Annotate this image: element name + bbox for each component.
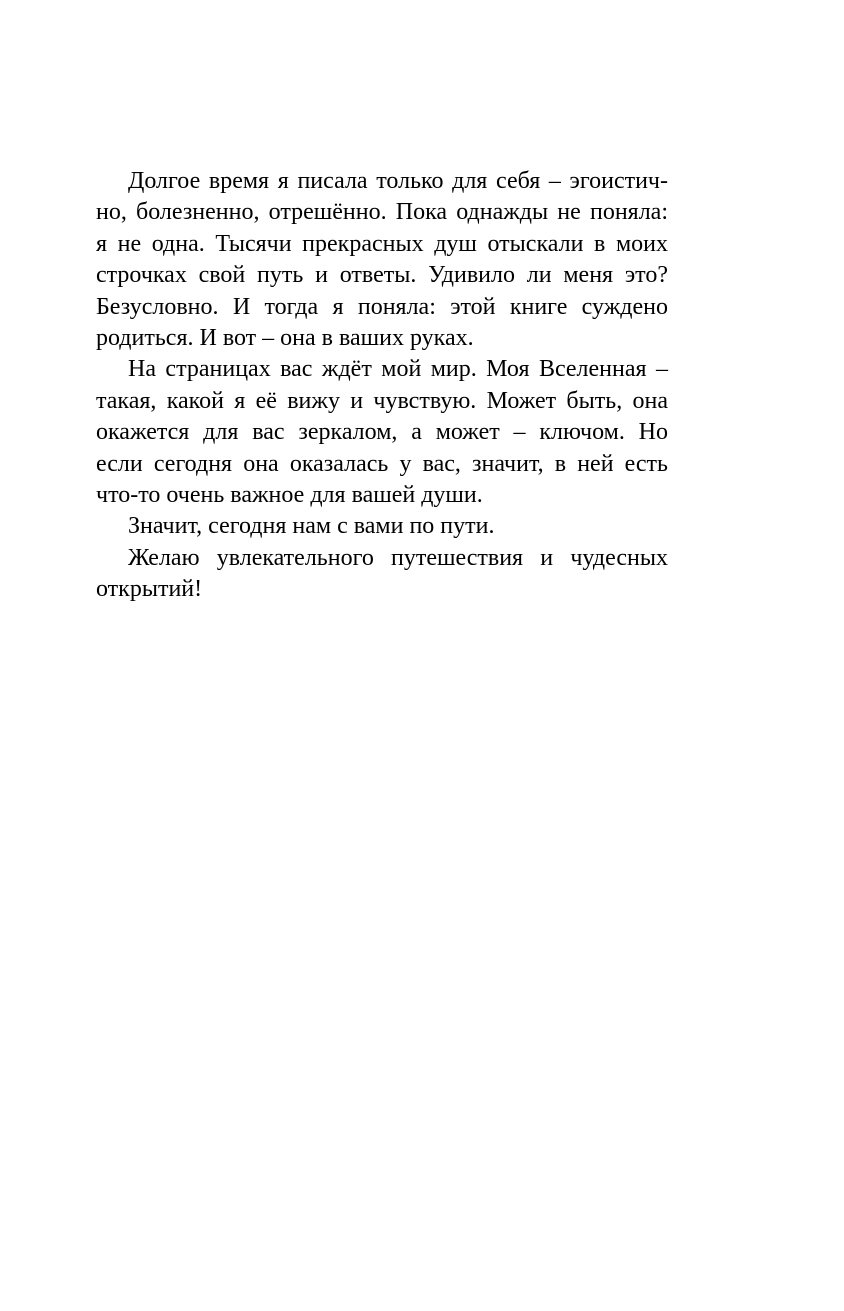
text-line: Долгое время я писала только для себя – эгоистич-: [128, 168, 668, 194]
text-line: Значит, сегодня нам с вами по пути.: [128, 513, 495, 540]
text-block: [96, 166, 668, 606]
paragraph-3: [96, 511, 668, 542]
paragraph-1: [96, 166, 668, 354]
paragraph-2: [96, 354, 668, 511]
text-line: На страницах вас ждёт мой мир. Моя Вселенная –: [128, 356, 668, 383]
text-line: окажется для вас зеркалом, а может – ключом. Но: [96, 419, 668, 446]
text-line: я не одна. Тысячи прекрасных душ отыскали в моих: [96, 230, 668, 257]
text-line: если сегодня она оказалась у вас, значит, в ней есть: [96, 450, 668, 477]
text-line: Безусловно. И тогда я поняла: этой книге суждено: [96, 293, 668, 320]
text-line: открытий!: [96, 576, 203, 603]
text-line: Желаю увлекательного путешествия и чудесных: [128, 544, 668, 571]
text-line: строчках свой путь и ответы. Удивило ли меня это?: [96, 262, 668, 289]
text-line: родиться. И вот – она в ваших руках.: [96, 325, 474, 352]
text-line: но, болезненно, отрешённо. Пока однажды не поняла:: [96, 199, 668, 226]
text-line: такая, какой я её вижу и чувствую. Может быть, она: [96, 387, 668, 414]
text-line: что-то очень важное для вашей души.: [96, 482, 483, 509]
paragraph-4: [96, 543, 668, 606]
